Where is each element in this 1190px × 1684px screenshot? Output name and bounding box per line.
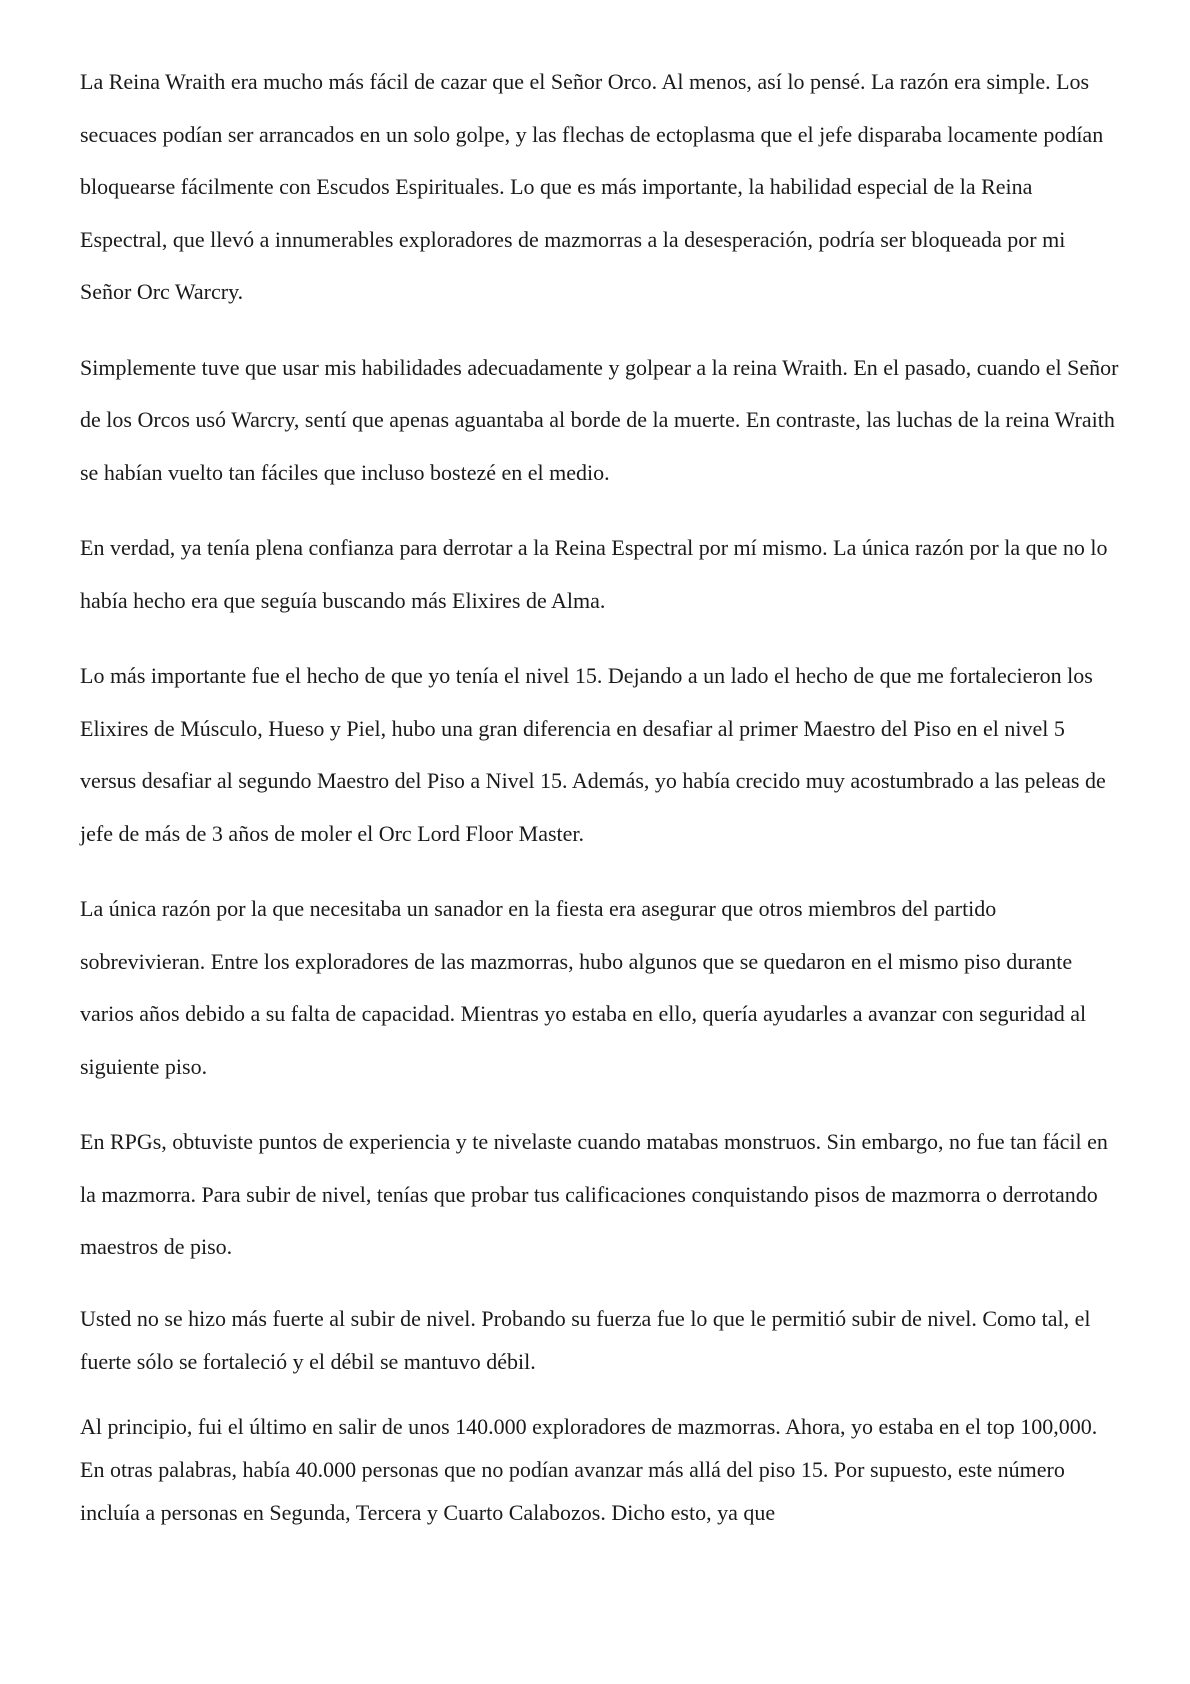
paragraph-6: En RPGs, obtuviste puntos de experiencia y te nivelaste cuando matabas monstruos. Sin embargo, no fue tan fácil en la mazmorra. Para subir de nivel, tenías que probar tus calificaciones conquistando pisos de mazmorra o derrotando maestros de piso. — [80, 1129, 1108, 1259]
paragraph-3: En verdad, ya tenía plena confianza para derrotar a la Reina Espectral por mí mismo. La única razón por la que no lo había hecho era que seguía buscando más Elixires de Alma. — [80, 535, 1108, 613]
paragraph-7: Usted no se hizo más fuerte al subir de nivel. Probando su fuerza fue lo que le permitió subir de nivel. Como tal, el fuerte sólo se fortaleció y el débil se mantuvo débil. — [80, 1305, 1091, 1374]
paragraph-5: La única razón por la que necesitaba un sanador en la fiesta era asegurar que otros miembros del partido sobrevivieran. Entre los exploradores de las mazmorras, hubo algunos que se quedaron en el mismo piso durante varios años debido a su falta de capacidad. Mientras yo estaba en ello, quería ayudarles a avanzar con seguridad al siguiente piso. — [80, 896, 1087, 1079]
paragraph-8: Al principio, fui el último en salir de unos 140.000 exploradores de mazmorras. Ahora, yo estaba en el top 100,000. En otras palabras, había 40.000 personas que no podían avanzar más allá del piso 15. Por supuesto, este número incluía a personas en Segunda, Tercera y Cuarto Calabozos. Dicho esto, ya que — [80, 1413, 1098, 1525]
document-page — [80, 56, 1120, 1556]
paragraph-4: Lo más importante fue el hecho de que yo tenía el nivel 15. Dejando a un lado el hecho de que me fortalecieron los Elixires de Músculo, Hueso y Piel, hubo una gran diferencia en desafiar al primer Maestro del Piso en el nivel 5 versus desafiar al segundo Maestro del Piso a Nivel 15. Además, yo había crecido muy acostumbrado a las peleas de jefe de más de 3 años de moler el Orc Lord Floor Master. — [80, 663, 1106, 846]
paragraph-1: La Reina Wraith era mucho más fácil de cazar que el Señor Orco. Al menos, así lo pensé. La razón era simple. Los secuaces podían ser arrancados en un solo golpe, y las flechas de ectoplasma que el jefe disparaba locamente podían bloquearse fácilmente con Escudos Espirituales. Lo que es más importante, la habilidad especial de la Reina Espectral, que llevó a innumerables exploradores de mazmorras a la desesperación, podría ser bloqueada por mi Señor Orc Warcry. — [80, 69, 1104, 304]
paragraph-2: Simplemente tuve que usar mis habilidades adecuadamente y golpear a la reina Wraith. En el pasado, cuando el Señor de los Orcos usó Warcry, sentí que apenas aguantaba al borde de la muerte. En contraste, las luchas de la reina Wraith se habían vuelto tan fáciles que incluso bostezé en el medio. — [80, 354, 1119, 485]
